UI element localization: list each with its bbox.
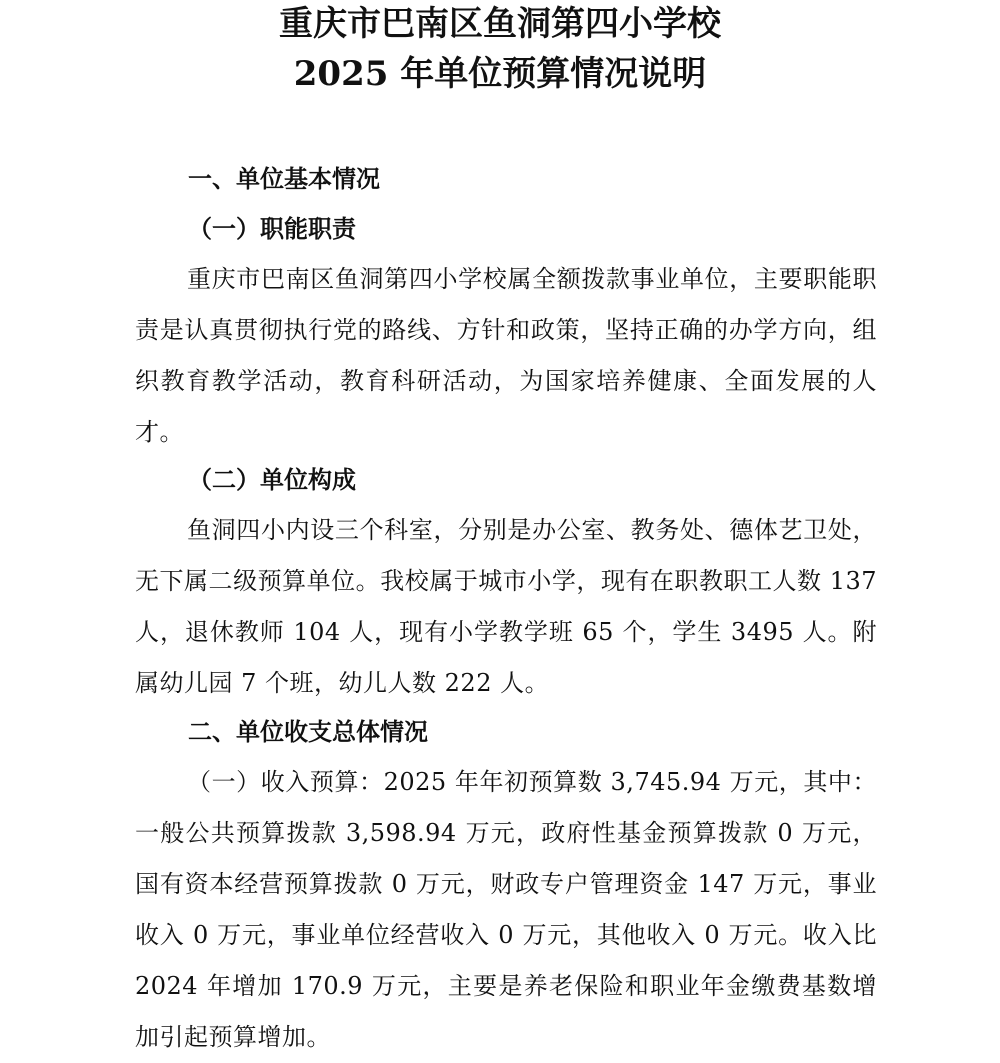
subsection-heading-composition: （二）单位构成 bbox=[188, 465, 356, 494]
subsection-heading-functions: （一）职能职责 bbox=[188, 214, 356, 243]
paragraph-functions: 重庆市巴南区鱼洞第四小学校属全额拨款事业单位，主要职能职责是认真贯彻执行党的路线、方针和政策，坚持正确的办学方向，组织教育教学活动，教育科研活动，为国家培养健康、全面发展的人才。 bbox=[135, 265, 877, 446]
paragraph-composition: 鱼洞四小内设三个科室，分别是办公室、教务处、德体艺卫处，无下属二级预算单位。我校属于城市小学，现有在职教职工人数 137 人，退休教师 104 人，现有小学教学班 65 个，学生 3495 人。附属幼儿园 7 个班，幼儿人数 222 人。 bbox=[135, 516, 877, 697]
paragraph-income-budget: （一）收入预算：2025 年年初预算数 3,745.94 万元，其中：一般公共预算拨款 3,598.94 万元，政府性基金预算拨款 0 万元，国有资本经营预算拨款 0 万元，财政专户管理资金 147 万元，事业收入 0 万元，事业单位经营收入 0 万元，其他收入 0 万元。收入比 2024 年增加 170.9 万元，主要是养老保险和职业年金缴费基数增加引起预算增加。 bbox=[135, 768, 877, 1051]
document-title-line-1: 重庆市巴南区鱼洞第四小学校 bbox=[279, 4, 721, 44]
section-heading-basic-info: 一、单位基本情况 bbox=[188, 165, 380, 193]
document-title-line-2: 2025 年单位预算情况说明 bbox=[293, 54, 707, 94]
section-heading-budget-overview: 二、单位收支总体情况 bbox=[188, 718, 428, 746]
